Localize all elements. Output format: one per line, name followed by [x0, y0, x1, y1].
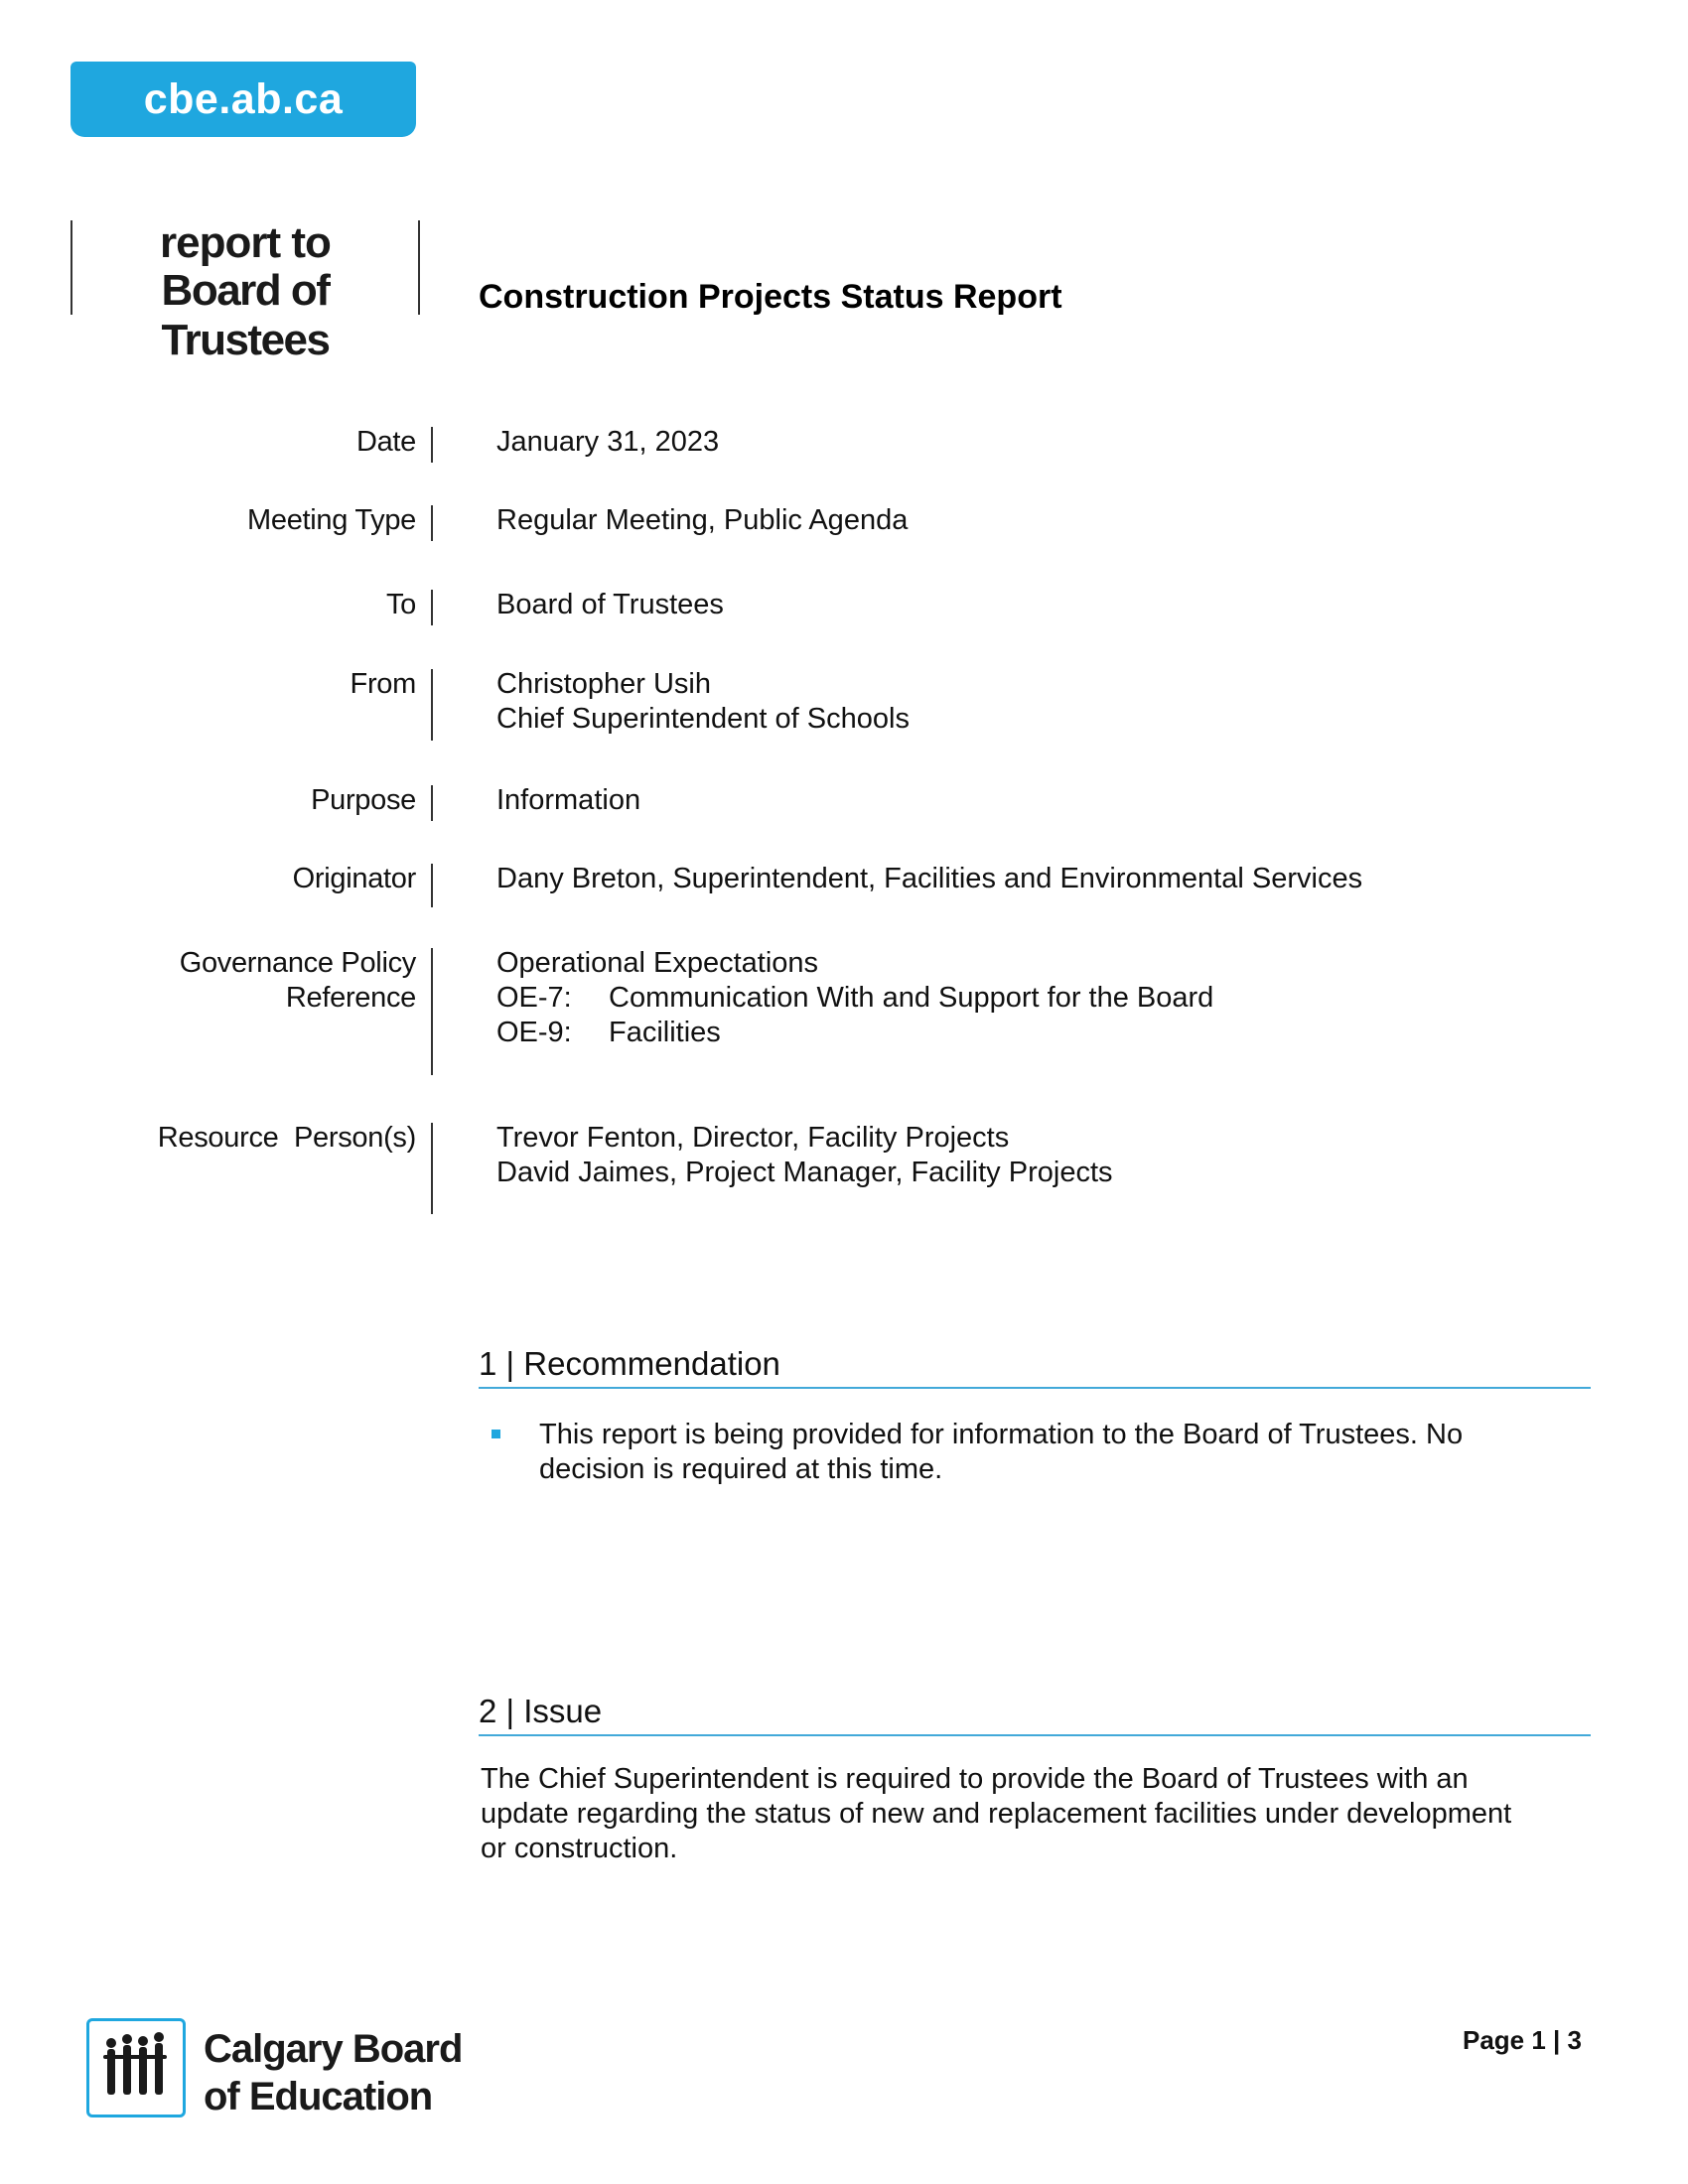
governance-item [496, 1016, 1213, 1050]
to-value: Board of Trustees [496, 589, 724, 620]
recommendation-text-line: decision is required at this time. [539, 1453, 943, 1485]
recommendation-heading: 1 | Recommendation [479, 1345, 1591, 1389]
governance-item [496, 981, 1213, 1016]
board-of-trustees-label: Board of Trustees [161, 266, 330, 364]
resource-person-2: David Jaimes, Project Manager, Facility Projects [496, 1157, 1113, 1188]
oe-code: OE-7: [496, 982, 572, 1014]
meta-divider [431, 590, 433, 625]
governance-label-line2: Reference [285, 982, 416, 1014]
recommendation-bullet [539, 1418, 1463, 1487]
originator-value: Dany Breton, Superintendent, Facilities and Environmental Services [496, 863, 1363, 894]
oe-code: OE-9: [496, 1017, 572, 1048]
organization-name-line1: Calgary Board [204, 2027, 463, 2071]
from-label: From [350, 668, 416, 700]
to-label: To [385, 589, 416, 620]
from-value [496, 667, 910, 737]
issue-heading: 2 | Issue [479, 1693, 1591, 1736]
from-name: Christopher Usih [496, 668, 711, 700]
people-figures-icon [89, 2021, 183, 2115]
originator-label: Originator [292, 863, 416, 894]
date-value: January 31, 2023 [496, 426, 720, 458]
recommendation-text-line: This report is being provided for information to the Board of Trustees. No [539, 1419, 1464, 1450]
governance-label-line1: Governance Policy [179, 947, 416, 979]
organization-name-line2: of Education [204, 2075, 433, 2118]
purpose-value: Information [496, 784, 641, 816]
issue-text-line: The Chief Superintendent is required to provide the Board of Trustees with an [481, 1763, 1469, 1795]
cbe-people-logo-icon [86, 2018, 186, 2117]
issue-paragraph [481, 1762, 1511, 1866]
page-number: Page 1 | 3 [1463, 2025, 1583, 2055]
oe-text: Facilities [609, 1017, 721, 1048]
from-title: Chief Superintendent of Schools [496, 703, 910, 735]
governance-label [180, 946, 416, 1016]
site-badge: cbe.ab.ca [70, 62, 416, 137]
report-to-label: report to [160, 218, 331, 267]
meta-divider [431, 505, 433, 541]
issue-text-line: update regarding the status of new and replacement facilities under development [481, 1798, 1512, 1830]
governance-value [496, 946, 1213, 1050]
resource-person-1: Trevor Fenton, Director, Facility Projects [496, 1122, 1010, 1154]
meta-divider [431, 669, 433, 741]
document-title: Construction Projects Status Report [479, 278, 1062, 316]
meta-divider [431, 948, 433, 1075]
meta-divider [431, 785, 433, 821]
date-label: Date [355, 426, 416, 458]
meta-divider [431, 864, 433, 907]
meeting-type-value: Regular Meeting, Public Agenda [496, 504, 909, 536]
square-bullet-icon [492, 1430, 500, 1438]
report-to-board-block [70, 218, 420, 364]
meta-divider [431, 427, 433, 463]
meta-divider [431, 1123, 433, 1214]
meeting-type-label: Meeting Type [247, 504, 416, 536]
organization-name [204, 2025, 462, 2120]
issue-text-line: or construction. [481, 1833, 678, 1864]
oe-text: Communication With and Support for the Board [609, 982, 1214, 1014]
purpose-label: Purpose [311, 784, 416, 816]
governance-heading: Operational Expectations [496, 947, 819, 979]
resource-value [496, 1121, 1113, 1190]
resource-label: Resource Person(s) [157, 1122, 416, 1154]
